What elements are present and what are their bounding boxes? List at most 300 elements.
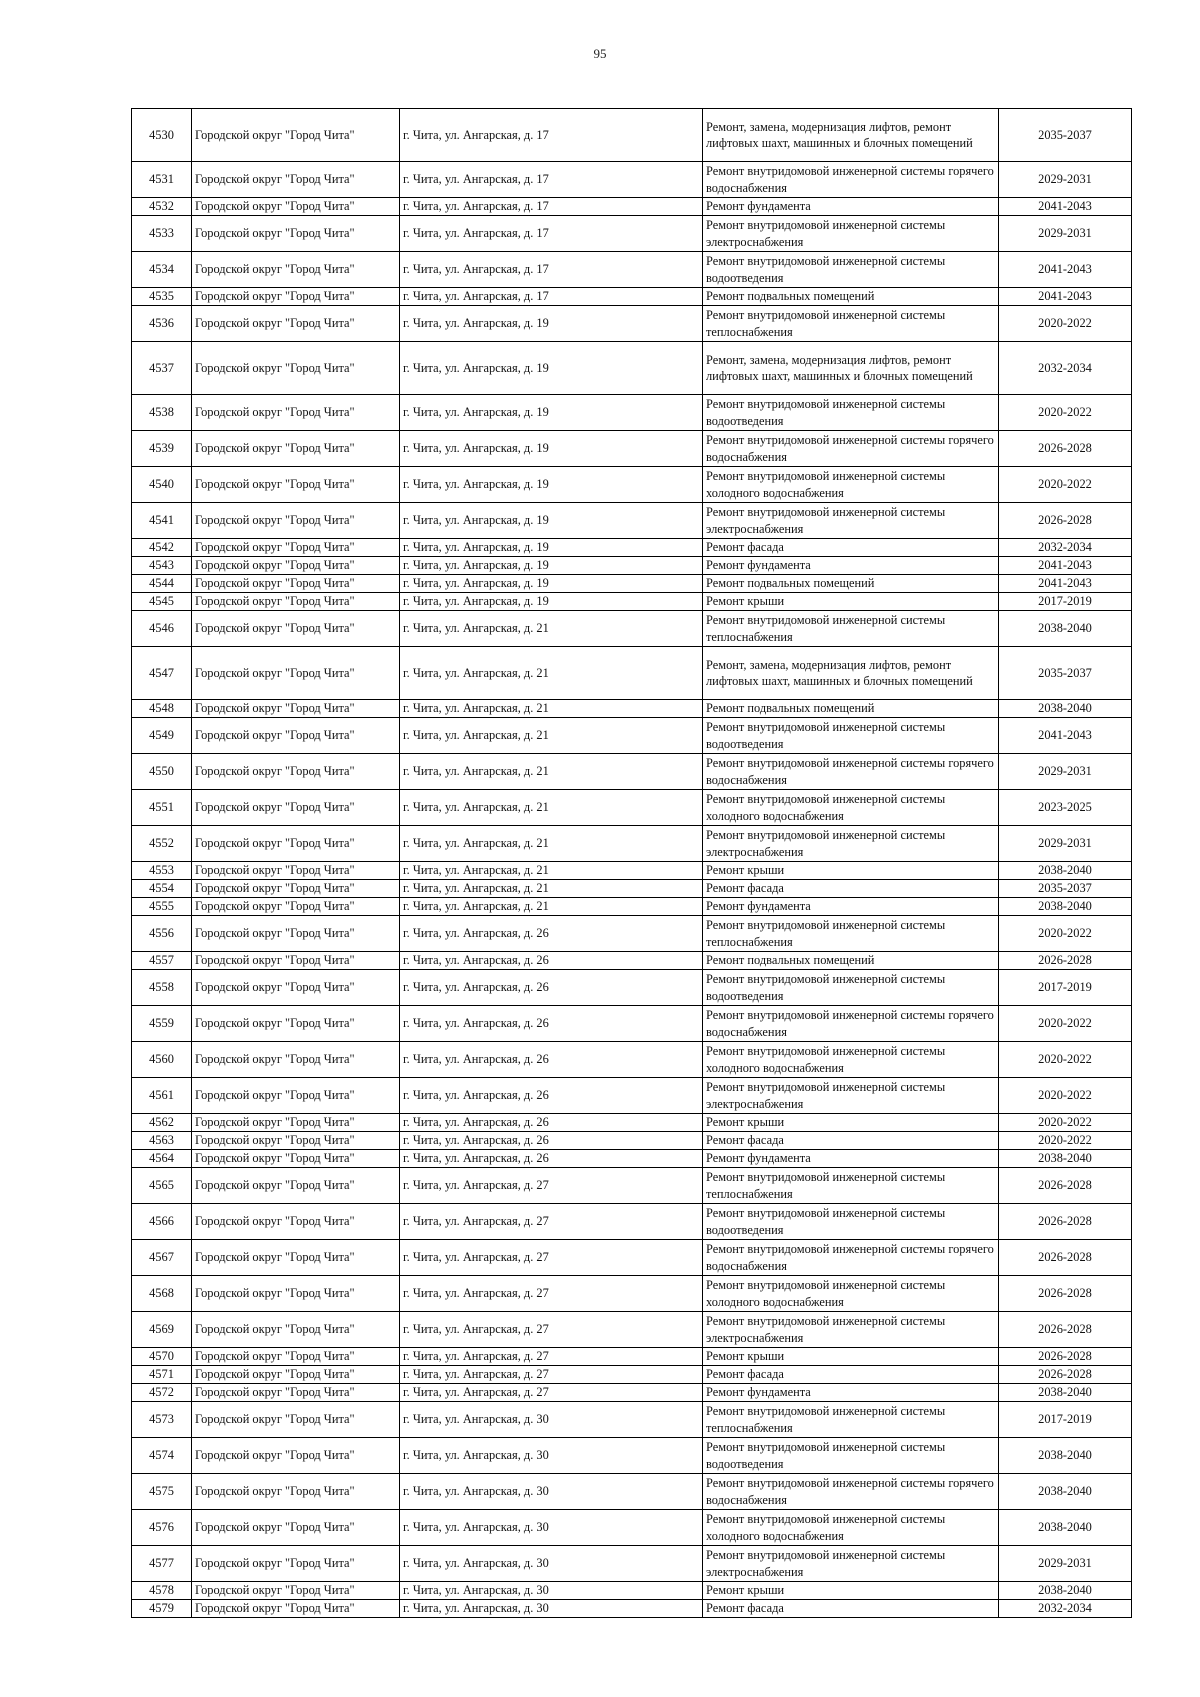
period-cell: 2020-2022 xyxy=(999,1006,1132,1042)
address-cell: г. Чита, ул. Ангарская, д. 17 xyxy=(400,216,703,252)
address-cell: г. Чита, ул. Ангарская, д. 19 xyxy=(400,431,703,467)
work-type-cell: Ремонт подвальных помещений xyxy=(703,700,999,718)
work-type-cell: Ремонт внутридомовой инженерной системы холодного водоснабжения xyxy=(703,1042,999,1078)
address-cell: г. Чита, ул. Ангарская, д. 19 xyxy=(400,557,703,575)
work-type-cell: Ремонт фасада xyxy=(703,880,999,898)
municipality-cell: Городской округ "Город Чита" xyxy=(192,1312,400,1348)
address-cell: г. Чита, ул. Ангарская, д. 19 xyxy=(400,467,703,503)
municipality-cell: Городской округ "Город Чита" xyxy=(192,1582,400,1600)
work-type-cell: Ремонт внутридомовой инженерной системы водоотведения xyxy=(703,970,999,1006)
period-cell: 2026-2028 xyxy=(999,1312,1132,1348)
period-cell: 2029-2031 xyxy=(999,754,1132,790)
period-cell: 2029-2031 xyxy=(999,216,1132,252)
period-cell: 2023-2025 xyxy=(999,790,1132,826)
table-row xyxy=(132,1006,1132,1042)
work-type-cell: Ремонт фундамента xyxy=(703,557,999,575)
address-cell: г. Чита, ул. Ангарская, д. 30 xyxy=(400,1510,703,1546)
row-number-cell: 4534 xyxy=(132,252,192,288)
municipality-cell: Городской округ "Город Чита" xyxy=(192,1168,400,1204)
address-cell: г. Чита, ул. Ангарская, д. 26 xyxy=(400,1150,703,1168)
address-cell: г. Чита, ул. Ангарская, д. 19 xyxy=(400,575,703,593)
work-type-cell: Ремонт фундамента xyxy=(703,1384,999,1402)
table-row xyxy=(132,216,1132,252)
address-cell: г. Чита, ул. Ангарская, д. 19 xyxy=(400,306,703,342)
row-number-cell: 4571 xyxy=(132,1366,192,1384)
municipality-cell: Городской округ "Город Чита" xyxy=(192,1150,400,1168)
period-cell: 2041-2043 xyxy=(999,557,1132,575)
municipality-cell: Городской округ "Город Чита" xyxy=(192,1474,400,1510)
table-row xyxy=(132,1402,1132,1438)
municipality-cell: Городской округ "Город Чита" xyxy=(192,862,400,880)
address-cell: г. Чита, ул. Ангарская, д. 27 xyxy=(400,1276,703,1312)
municipality-cell: Городской округ "Город Чита" xyxy=(192,1276,400,1312)
period-cell: 2038-2040 xyxy=(999,1438,1132,1474)
municipality-cell: Городской округ "Город Чита" xyxy=(192,898,400,916)
row-number-cell: 4569 xyxy=(132,1312,192,1348)
period-cell: 2032-2034 xyxy=(999,342,1132,395)
address-cell: г. Чита, ул. Ангарская, д. 26 xyxy=(400,970,703,1006)
table-row xyxy=(132,1204,1132,1240)
table-row xyxy=(132,1312,1132,1348)
table-row xyxy=(132,198,1132,216)
address-cell: г. Чита, ул. Ангарская, д. 30 xyxy=(400,1600,703,1618)
period-cell: 2038-2040 xyxy=(999,1510,1132,1546)
row-number-cell: 4573 xyxy=(132,1402,192,1438)
period-cell: 2038-2040 xyxy=(999,700,1132,718)
address-cell: г. Чита, ул. Ангарская, д. 26 xyxy=(400,952,703,970)
table-row xyxy=(132,593,1132,611)
table-row xyxy=(132,647,1132,700)
row-number-cell: 4545 xyxy=(132,593,192,611)
table-row xyxy=(132,395,1132,431)
row-number-cell: 4579 xyxy=(132,1600,192,1618)
municipality-cell: Городской округ "Город Чита" xyxy=(192,1078,400,1114)
address-cell: г. Чита, ул. Ангарская, д. 21 xyxy=(400,700,703,718)
work-type-cell: Ремонт, замена, модернизация лифтов, ремонт лифтовых шахт, машинных и блочных помещений xyxy=(703,647,999,700)
address-cell: г. Чита, ул. Ангарская, д. 26 xyxy=(400,1042,703,1078)
period-cell: 2041-2043 xyxy=(999,575,1132,593)
municipality-cell: Городской округ "Город Чита" xyxy=(192,1114,400,1132)
row-number-cell: 4547 xyxy=(132,647,192,700)
municipality-cell: Городской округ "Город Чита" xyxy=(192,1042,400,1078)
municipality-cell: Городской округ "Город Чита" xyxy=(192,503,400,539)
address-cell: г. Чита, ул. Ангарская, д. 19 xyxy=(400,342,703,395)
row-number-cell: 4559 xyxy=(132,1006,192,1042)
table-row xyxy=(132,1582,1132,1600)
period-cell: 2035-2037 xyxy=(999,109,1132,162)
address-cell: г. Чита, ул. Ангарская, д. 27 xyxy=(400,1204,703,1240)
table-body xyxy=(132,109,1132,1618)
address-cell: г. Чита, ул. Ангарская, д. 21 xyxy=(400,826,703,862)
municipality-cell: Городской округ "Город Чита" xyxy=(192,826,400,862)
table-row xyxy=(132,718,1132,754)
work-type-cell: Ремонт внутридомовой инженерной системы электроснабжения xyxy=(703,216,999,252)
address-cell: г. Чита, ул. Ангарская, д. 19 xyxy=(400,539,703,557)
work-type-cell: Ремонт подвальных помещений xyxy=(703,952,999,970)
municipality-cell: Городской округ "Город Чита" xyxy=(192,1402,400,1438)
period-cell: 2026-2028 xyxy=(999,1276,1132,1312)
work-type-cell: Ремонт внутридомовой инженерной системы горячего водоснабжения xyxy=(703,431,999,467)
address-cell: г. Чита, ул. Ангарская, д. 17 xyxy=(400,252,703,288)
address-cell: г. Чита, ул. Ангарская, д. 17 xyxy=(400,162,703,198)
work-type-cell: Ремонт, замена, модернизация лифтов, ремонт лифтовых шахт, машинных и блочных помещений xyxy=(703,109,999,162)
table-row xyxy=(132,898,1132,916)
row-number-cell: 4553 xyxy=(132,862,192,880)
row-number-cell: 4564 xyxy=(132,1150,192,1168)
work-type-cell: Ремонт, замена, модернизация лифтов, ремонт лифтовых шахт, машинных и блочных помещений xyxy=(703,342,999,395)
period-cell: 2041-2043 xyxy=(999,288,1132,306)
period-cell: 2038-2040 xyxy=(999,1582,1132,1600)
work-type-cell: Ремонт внутридомовой инженерной системы водоотведения xyxy=(703,395,999,431)
work-type-cell: Ремонт внутридомовой инженерной системы теплоснабжения xyxy=(703,1168,999,1204)
municipality-cell: Городской округ "Город Чита" xyxy=(192,970,400,1006)
table-row xyxy=(132,431,1132,467)
table-row xyxy=(132,970,1132,1006)
municipality-cell: Городской округ "Город Чита" xyxy=(192,1366,400,1384)
row-number-cell: 4532 xyxy=(132,198,192,216)
work-type-cell: Ремонт фундамента xyxy=(703,898,999,916)
row-number-cell: 4565 xyxy=(132,1168,192,1204)
address-cell: г. Чита, ул. Ангарская, д. 21 xyxy=(400,754,703,790)
table-row xyxy=(132,611,1132,647)
period-cell: 2026-2028 xyxy=(999,1204,1132,1240)
municipality-cell: Городской округ "Город Чита" xyxy=(192,162,400,198)
period-cell: 2032-2034 xyxy=(999,539,1132,557)
address-cell: г. Чита, ул. Ангарская, д. 27 xyxy=(400,1348,703,1366)
work-type-cell: Ремонт подвальных помещений xyxy=(703,575,999,593)
address-cell: г. Чита, ул. Ангарская, д. 17 xyxy=(400,198,703,216)
period-cell: 2041-2043 xyxy=(999,718,1132,754)
table-row xyxy=(132,790,1132,826)
period-cell: 2026-2028 xyxy=(999,431,1132,467)
work-type-cell: Ремонт фасада xyxy=(703,1366,999,1384)
work-type-cell: Ремонт подвальных помещений xyxy=(703,288,999,306)
municipality-cell: Городской округ "Город Чита" xyxy=(192,431,400,467)
table-row xyxy=(132,1348,1132,1366)
table-row xyxy=(132,916,1132,952)
period-cell: 2020-2022 xyxy=(999,1132,1132,1150)
work-type-cell: Ремонт внутридомовой инженерной системы теплоснабжения xyxy=(703,916,999,952)
table-row xyxy=(132,826,1132,862)
table-row xyxy=(132,1078,1132,1114)
row-number-cell: 4555 xyxy=(132,898,192,916)
address-cell: г. Чита, ул. Ангарская, д. 19 xyxy=(400,503,703,539)
work-type-cell: Ремонт внутридомовой инженерной системы электроснабжения xyxy=(703,1312,999,1348)
period-cell: 2035-2037 xyxy=(999,647,1132,700)
work-type-cell: Ремонт внутридомовой инженерной системы электроснабжения xyxy=(703,1078,999,1114)
address-cell: г. Чита, ул. Ангарская, д. 26 xyxy=(400,1132,703,1150)
period-cell: 2020-2022 xyxy=(999,916,1132,952)
period-cell: 2026-2028 xyxy=(999,1168,1132,1204)
table-row xyxy=(132,539,1132,557)
row-number-cell: 4557 xyxy=(132,952,192,970)
address-cell: г. Чита, ул. Ангарская, д. 21 xyxy=(400,862,703,880)
table-row xyxy=(132,1042,1132,1078)
period-cell: 2038-2040 xyxy=(999,1474,1132,1510)
municipality-cell: Городской округ "Город Чита" xyxy=(192,252,400,288)
row-number-cell: 4530 xyxy=(132,109,192,162)
work-type-cell: Ремонт фундамента xyxy=(703,198,999,216)
row-number-cell: 4550 xyxy=(132,754,192,790)
address-cell: г. Чита, ул. Ангарская, д. 17 xyxy=(400,288,703,306)
table-row xyxy=(132,252,1132,288)
row-number-cell: 4560 xyxy=(132,1042,192,1078)
row-number-cell: 4578 xyxy=(132,1582,192,1600)
row-number-cell: 4572 xyxy=(132,1384,192,1402)
address-cell: г. Чита, ул. Ангарская, д. 21 xyxy=(400,880,703,898)
period-cell: 2041-2043 xyxy=(999,198,1132,216)
work-type-cell: Ремонт внутридомовой инженерной системы водоотведения xyxy=(703,1438,999,1474)
address-cell: г. Чита, ул. Ангарская, д. 21 xyxy=(400,611,703,647)
table-row xyxy=(132,1438,1132,1474)
row-number-cell: 4544 xyxy=(132,575,192,593)
table-row xyxy=(132,1474,1132,1510)
row-number-cell: 4538 xyxy=(132,395,192,431)
municipality-cell: Городской округ "Город Чита" xyxy=(192,1240,400,1276)
table-row xyxy=(132,467,1132,503)
municipality-cell: Городской округ "Город Чита" xyxy=(192,647,400,700)
municipality-cell: Городской округ "Город Чита" xyxy=(192,718,400,754)
period-cell: 2020-2022 xyxy=(999,1042,1132,1078)
table-row xyxy=(132,342,1132,395)
municipality-cell: Городской округ "Город Чита" xyxy=(192,611,400,647)
row-number-cell: 4577 xyxy=(132,1546,192,1582)
municipality-cell: Городской округ "Город Чита" xyxy=(192,395,400,431)
row-number-cell: 4576 xyxy=(132,1510,192,1546)
period-cell: 2026-2028 xyxy=(999,1240,1132,1276)
table-row xyxy=(132,109,1132,162)
municipality-cell: Городской округ "Город Чита" xyxy=(192,306,400,342)
work-type-cell: Ремонт внутридомовой инженерной системы холодного водоснабжения xyxy=(703,1510,999,1546)
municipality-cell: Городской округ "Город Чита" xyxy=(192,790,400,826)
table-row xyxy=(132,1240,1132,1276)
row-number-cell: 4567 xyxy=(132,1240,192,1276)
address-cell: г. Чита, ул. Ангарская, д. 26 xyxy=(400,1114,703,1132)
table-row xyxy=(132,1168,1132,1204)
municipality-cell: Городской округ "Город Чита" xyxy=(192,1006,400,1042)
address-cell: г. Чита, ул. Ангарская, д. 17 xyxy=(400,109,703,162)
address-cell: г. Чита, ул. Ангарская, д. 21 xyxy=(400,718,703,754)
address-cell: г. Чита, ул. Ангарская, д. 27 xyxy=(400,1312,703,1348)
row-number-cell: 4536 xyxy=(132,306,192,342)
period-cell: 2032-2034 xyxy=(999,1600,1132,1618)
row-number-cell: 4556 xyxy=(132,916,192,952)
row-number-cell: 4531 xyxy=(132,162,192,198)
table-row xyxy=(132,1546,1132,1582)
work-type-cell: Ремонт внутридомовой инженерной системы горячего водоснабжения xyxy=(703,162,999,198)
municipality-cell: Городской округ "Город Чита" xyxy=(192,198,400,216)
table-row xyxy=(132,1510,1132,1546)
period-cell: 2017-2019 xyxy=(999,593,1132,611)
page-number: 95 xyxy=(593,46,607,61)
row-number-cell: 4552 xyxy=(132,826,192,862)
work-type-cell: Ремонт внутридомовой инженерной системы электроснабжения xyxy=(703,1546,999,1582)
work-type-cell: Ремонт фундамента xyxy=(703,1150,999,1168)
table-row xyxy=(132,1276,1132,1312)
period-cell: 2017-2019 xyxy=(999,970,1132,1006)
table-row xyxy=(132,1384,1132,1402)
work-type-cell: Ремонт внутридомовой инженерной системы холодного водоснабжения xyxy=(703,1276,999,1312)
period-cell: 2017-2019 xyxy=(999,1402,1132,1438)
row-number-cell: 4533 xyxy=(132,216,192,252)
row-number-cell: 4535 xyxy=(132,288,192,306)
work-type-cell: Ремонт фасада xyxy=(703,1132,999,1150)
address-cell: г. Чита, ул. Ангарская, д. 30 xyxy=(400,1474,703,1510)
work-type-cell: Ремонт внутридомовой инженерной системы теплоснабжения xyxy=(703,611,999,647)
table-row xyxy=(132,952,1132,970)
row-number-cell: 4551 xyxy=(132,790,192,826)
period-cell: 2035-2037 xyxy=(999,880,1132,898)
period-cell: 2038-2040 xyxy=(999,1150,1132,1168)
row-number-cell: 4541 xyxy=(132,503,192,539)
municipality-cell: Городской округ "Город Чита" xyxy=(192,1510,400,1546)
period-cell: 2041-2043 xyxy=(999,252,1132,288)
work-type-cell: Ремонт внутридомовой инженерной системы электроснабжения xyxy=(703,503,999,539)
work-type-cell: Ремонт крыши xyxy=(703,593,999,611)
work-type-cell: Ремонт внутридомовой инженерной системы горячего водоснабжения xyxy=(703,1006,999,1042)
row-number-cell: 4539 xyxy=(132,431,192,467)
period-cell: 2038-2040 xyxy=(999,1384,1132,1402)
address-cell: г. Чита, ул. Ангарская, д. 19 xyxy=(400,593,703,611)
table-row xyxy=(132,880,1132,898)
municipality-cell: Городской округ "Город Чита" xyxy=(192,1204,400,1240)
address-cell: г. Чита, ул. Ангарская, д. 30 xyxy=(400,1438,703,1474)
period-cell: 2026-2028 xyxy=(999,503,1132,539)
municipality-cell: Городской округ "Город Чита" xyxy=(192,1132,400,1150)
address-cell: г. Чита, ул. Ангарская, д. 27 xyxy=(400,1168,703,1204)
address-cell: г. Чита, ул. Ангарская, д. 19 xyxy=(400,395,703,431)
table-row xyxy=(132,162,1132,198)
period-cell: 2038-2040 xyxy=(999,862,1132,880)
row-number-cell: 4558 xyxy=(132,970,192,1006)
work-type-cell: Ремонт фасада xyxy=(703,1600,999,1618)
municipality-cell: Городской округ "Город Чита" xyxy=(192,1384,400,1402)
address-cell: г. Чита, ул. Ангарская, д. 21 xyxy=(400,898,703,916)
row-number-cell: 4554 xyxy=(132,880,192,898)
address-cell: г. Чита, ул. Ангарская, д. 26 xyxy=(400,1078,703,1114)
period-cell: 2026-2028 xyxy=(999,952,1132,970)
row-number-cell: 4570 xyxy=(132,1348,192,1366)
table-row xyxy=(132,503,1132,539)
period-cell: 2038-2040 xyxy=(999,898,1132,916)
table-row xyxy=(132,1600,1132,1618)
row-number-cell: 4575 xyxy=(132,1474,192,1510)
table-row xyxy=(132,754,1132,790)
address-cell: г. Чита, ул. Ангарская, д. 26 xyxy=(400,916,703,952)
work-type-cell: Ремонт внутридомовой инженерной системы теплоснабжения xyxy=(703,1402,999,1438)
row-number-cell: 4562 xyxy=(132,1114,192,1132)
row-number-cell: 4548 xyxy=(132,700,192,718)
work-type-cell: Ремонт крыши xyxy=(703,1348,999,1366)
work-type-cell: Ремонт внутридомовой инженерной системы водоотведения xyxy=(703,1204,999,1240)
row-number-cell: 4537 xyxy=(132,342,192,395)
table-row xyxy=(132,1150,1132,1168)
row-number-cell: 4574 xyxy=(132,1438,192,1474)
period-cell: 2029-2031 xyxy=(999,162,1132,198)
address-cell: г. Чита, ул. Ангарская, д. 27 xyxy=(400,1240,703,1276)
table-row xyxy=(132,700,1132,718)
municipality-cell: Городской округ "Город Чита" xyxy=(192,575,400,593)
address-cell: г. Чита, ул. Ангарская, д. 27 xyxy=(400,1366,703,1384)
work-type-cell: Ремонт внутридомовой инженерной системы водоотведения xyxy=(703,718,999,754)
address-cell: г. Чита, ул. Ангарская, д. 26 xyxy=(400,1006,703,1042)
municipality-cell: Городской округ "Город Чита" xyxy=(192,593,400,611)
municipality-cell: Городской округ "Город Чита" xyxy=(192,1348,400,1366)
row-number-cell: 4542 xyxy=(132,539,192,557)
municipality-cell: Городской округ "Город Чита" xyxy=(192,467,400,503)
work-type-cell: Ремонт фасада xyxy=(703,539,999,557)
address-cell: г. Чита, ул. Ангарская, д. 30 xyxy=(400,1546,703,1582)
address-cell: г. Чита, ул. Ангарская, д. 27 xyxy=(400,1384,703,1402)
municipality-cell: Городской округ "Город Чита" xyxy=(192,288,400,306)
row-number-cell: 4540 xyxy=(132,467,192,503)
row-number-cell: 4543 xyxy=(132,557,192,575)
table-row xyxy=(132,288,1132,306)
work-type-cell: Ремонт внутридомовой инженерной системы горячего водоснабжения xyxy=(703,1474,999,1510)
municipality-cell: Городской округ "Город Чита" xyxy=(192,1600,400,1618)
work-type-cell: Ремонт внутридомовой инженерной системы горячего водоснабжения xyxy=(703,1240,999,1276)
period-cell: 2020-2022 xyxy=(999,1078,1132,1114)
table-row xyxy=(132,557,1132,575)
address-cell: г. Чита, ул. Ангарская, д. 21 xyxy=(400,647,703,700)
row-number-cell: 4563 xyxy=(132,1132,192,1150)
work-type-cell: Ремонт внутридомовой инженерной системы холодного водоснабжения xyxy=(703,467,999,503)
period-cell: 2020-2022 xyxy=(999,467,1132,503)
period-cell: 2026-2028 xyxy=(999,1348,1132,1366)
period-cell: 2020-2022 xyxy=(999,395,1132,431)
work-type-cell: Ремонт внутридомовой инженерной системы холодного водоснабжения xyxy=(703,790,999,826)
municipality-cell: Городской округ "Город Чита" xyxy=(192,754,400,790)
period-cell: 2029-2031 xyxy=(999,1546,1132,1582)
work-type-cell: Ремонт внутридомовой инженерной системы водоотведения xyxy=(703,252,999,288)
table-row xyxy=(132,1114,1132,1132)
row-number-cell: 4568 xyxy=(132,1276,192,1312)
work-type-cell: Ремонт внутридомовой инженерной системы электроснабжения xyxy=(703,826,999,862)
row-number-cell: 4546 xyxy=(132,611,192,647)
table-row xyxy=(132,1366,1132,1384)
municipality-cell: Городской округ "Город Чита" xyxy=(192,952,400,970)
work-type-cell: Ремонт крыши xyxy=(703,1114,999,1132)
period-cell: 2020-2022 xyxy=(999,1114,1132,1132)
period-cell: 2038-2040 xyxy=(999,611,1132,647)
municipality-cell: Городской округ "Город Чита" xyxy=(192,539,400,557)
municipality-cell: Городской округ "Город Чита" xyxy=(192,109,400,162)
municipality-cell: Городской округ "Город Чита" xyxy=(192,1546,400,1582)
row-number-cell: 4549 xyxy=(132,718,192,754)
municipality-cell: Городской округ "Город Чита" xyxy=(192,342,400,395)
municipality-cell: Городской округ "Город Чита" xyxy=(192,880,400,898)
works-table xyxy=(131,108,1132,1618)
period-cell: 2029-2031 xyxy=(999,826,1132,862)
row-number-cell: 4561 xyxy=(132,1078,192,1114)
table-row xyxy=(132,306,1132,342)
municipality-cell: Городской округ "Город Чита" xyxy=(192,700,400,718)
address-cell: г. Чита, ул. Ангарская, д. 30 xyxy=(400,1402,703,1438)
table-row xyxy=(132,1132,1132,1150)
work-type-cell: Ремонт крыши xyxy=(703,1582,999,1600)
address-cell: г. Чита, ул. Ангарская, д. 30 xyxy=(400,1582,703,1600)
work-type-cell: Ремонт внутридомовой инженерной системы теплоснабжения xyxy=(703,306,999,342)
municipality-cell: Городской округ "Город Чита" xyxy=(192,1438,400,1474)
period-cell: 2026-2028 xyxy=(999,1366,1132,1384)
row-number-cell: 4566 xyxy=(132,1204,192,1240)
work-type-cell: Ремонт крыши xyxy=(703,862,999,880)
table-row xyxy=(132,862,1132,880)
work-type-cell: Ремонт внутридомовой инженерной системы горячего водоснабжения xyxy=(703,754,999,790)
municipality-cell: Городской округ "Город Чита" xyxy=(192,916,400,952)
address-cell: г. Чита, ул. Ангарская, д. 21 xyxy=(400,790,703,826)
table-row xyxy=(132,575,1132,593)
